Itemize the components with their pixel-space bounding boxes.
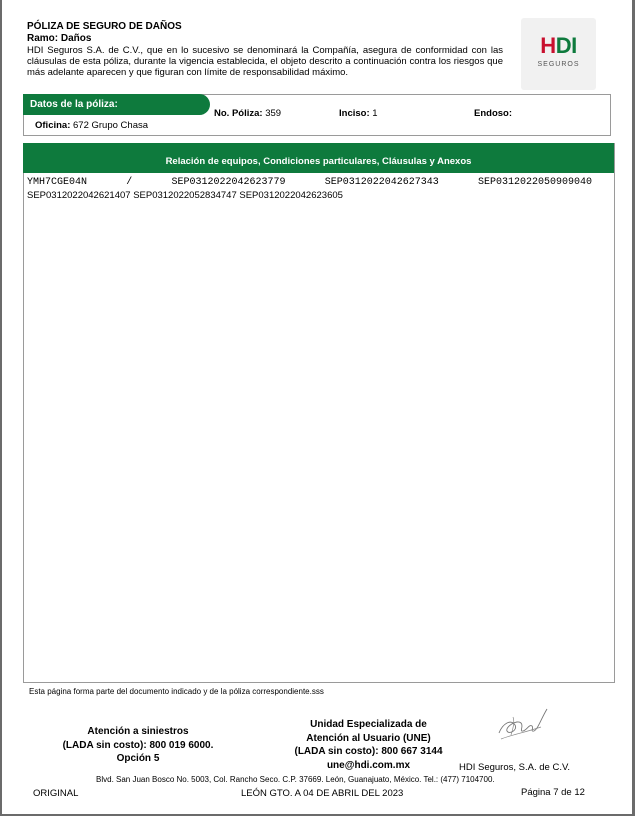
equipment-item: SEP0312022052834747 bbox=[133, 190, 237, 201]
company-address: Blvd. San Juan Bosco No. 5003, Col. Rancho Seco. C.P. 37669. León, Guanajuato, México. Tel.: (477) 7104700. bbox=[96, 775, 495, 784]
ramo-label: Ramo: Daños bbox=[27, 33, 92, 44]
footer-note: Esta página forma parte del documento indicado y de la póliza correspondiente.sss bbox=[29, 687, 324, 696]
hdi-logo-wordmark: HDI bbox=[540, 33, 577, 58]
copy-type: ORIGINAL bbox=[33, 788, 79, 799]
policy-data-tab bbox=[23, 94, 210, 115]
inciso-label: Inciso: bbox=[339, 108, 370, 119]
equipment-item: SEP0312022042623779 bbox=[171, 177, 286, 188]
une-contact bbox=[286, 718, 451, 772]
document-title: PÓLIZA DE SEGURO DE DAÑOS bbox=[27, 21, 182, 32]
une-contact-line: (LADA sin costo): 800 667 3144 bbox=[294, 746, 443, 757]
equipment-item: SEP0312022042627343 bbox=[324, 177, 439, 188]
endoso-label: Endoso: bbox=[474, 108, 512, 119]
hdi-logo bbox=[521, 18, 596, 90]
equipment-item: YMH7CGE04N bbox=[27, 177, 88, 188]
poliza-number-value: 359 bbox=[265, 108, 282, 119]
claims-contact bbox=[53, 725, 223, 766]
equipment-item: SEP0312022042623605 bbox=[239, 190, 343, 201]
une-email-link[interactable]: une@hdi.com.mx bbox=[326, 759, 411, 771]
inciso-value: 1 bbox=[372, 108, 378, 119]
une-contact-line: Unidad Especializada de bbox=[310, 719, 427, 730]
policy-data-tab-label: Datos de la póliza: bbox=[30, 99, 118, 110]
oficina-label: Oficina: bbox=[35, 120, 71, 131]
equipment-item: SEP0312022050909040 bbox=[477, 177, 592, 188]
signature-icon bbox=[497, 705, 549, 745]
poliza-number-field bbox=[214, 108, 281, 119]
equipment-line-2 bbox=[27, 190, 592, 202]
company-name: HDI Seguros, S.A. de C.V. bbox=[459, 762, 571, 773]
inciso-field bbox=[339, 108, 378, 119]
poliza-number-label: No. Póliza: bbox=[214, 108, 263, 119]
equipment-item: SEP0312022042621407 bbox=[27, 190, 131, 201]
oficina-field bbox=[35, 120, 148, 131]
page-border-left bbox=[0, 0, 2, 816]
claims-contact-line: Opción 5 bbox=[116, 753, 160, 764]
equipment-relation-box bbox=[23, 143, 615, 683]
claims-contact-line: Atención a siniestros bbox=[87, 726, 189, 737]
equipment-relation-header: Relación de equipos, Condiciones particulares, Cláusulas y Anexos bbox=[23, 143, 614, 173]
equipment-line-1 bbox=[27, 177, 592, 189]
equipment-relation-content bbox=[27, 177, 592, 202]
page-number: Página 7 de 12 bbox=[521, 787, 585, 798]
hdi-logo-subtitle: SEGUROS bbox=[537, 61, 580, 68]
claims-contact-line: (LADA sin costo): 800 019 6000. bbox=[62, 739, 214, 751]
policy-description: HDI Seguros S.A. de C.V., que en lo sucesivo se denominará la Compañía, asegura de conformidad con las cláusulas de esta póliza, durante la vigencia establecida, el objeto descrito a continuación contra los riesgos que más adelante aparecen y que figuran con límite de responsabilidad máximo. bbox=[27, 45, 503, 78]
place-date: LEÓN GTO. A 04 DE ABRIL DEL 2023 bbox=[241, 788, 404, 799]
une-contact-line: Atención al Usuario (UNE) bbox=[306, 732, 431, 744]
oficina-value: 672 Grupo Chasa bbox=[73, 120, 149, 131]
endoso-field bbox=[474, 108, 512, 119]
equipment-separator: / bbox=[126, 177, 133, 188]
